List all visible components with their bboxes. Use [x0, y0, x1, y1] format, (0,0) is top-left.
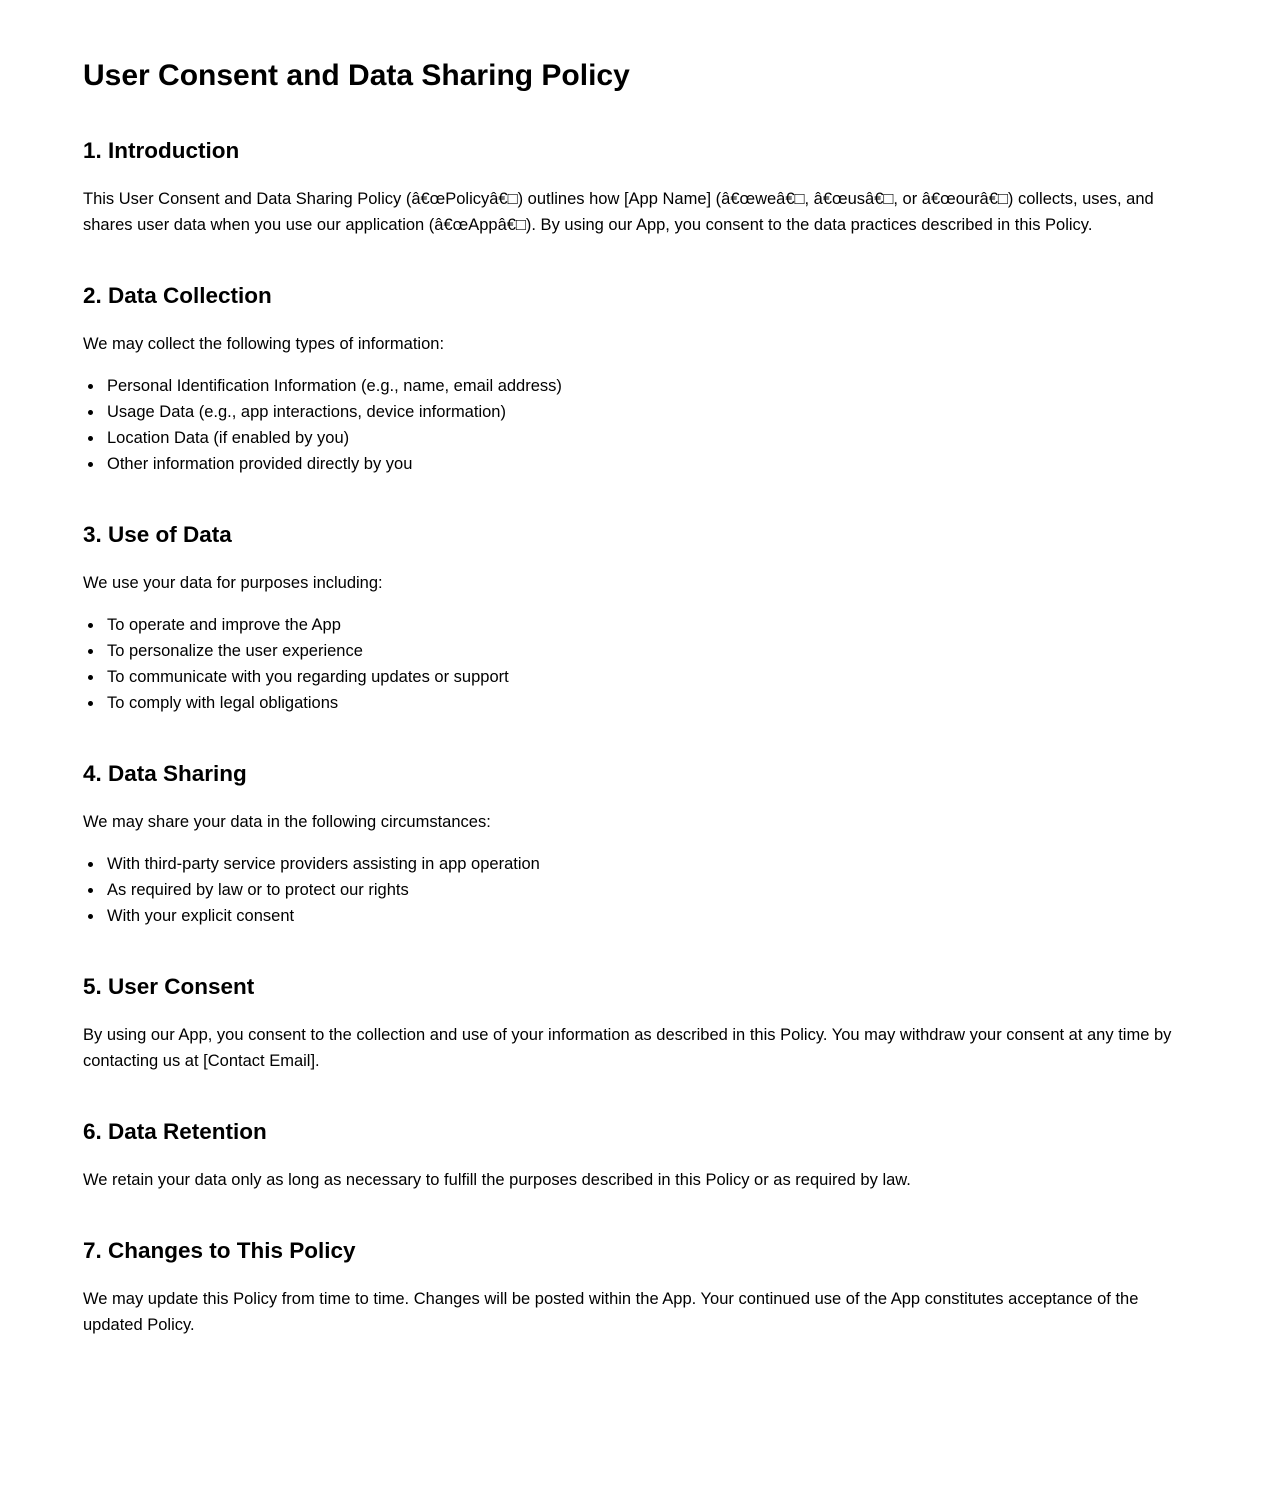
section-paragraph-user-consent: By using our App, you consent to the collection and use of your information as described in this Policy. You may withdraw your consent at any time by contacting us at [Contact Email].: [83, 1026, 1172, 1070]
section-data-sharing: [83, 761, 1183, 929]
use-of-data-bullet-list: [83, 612, 1183, 716]
list-item: • To communicate with you regarding updates or support: [104, 664, 1183, 690]
section-paragraph-introduction: This User Consent and Data Sharing Policy (â€œPolicyâ€□) outlines how [App Name] (â€œweâ€□, â€œusâ€□, or â€œourâ€□) collects, uses, and shares user data when you use our application (â€œAppâ€□). By using our App, you consent to the data practices described in this Policy.: [83, 190, 1154, 234]
section-data-collection: [83, 283, 1183, 477]
section-user-consent: [83, 974, 1183, 1074]
list-item: • Other information provided directly by you: [104, 451, 1183, 477]
data-sharing-bullet-list: [83, 851, 1183, 929]
section-paragraph-data-collection: We may collect the following types of information:: [83, 335, 445, 353]
section-heading-changes-to-policy: 7. Changes to This Policy: [83, 1238, 356, 1263]
section-heading-introduction: 1. Introduction: [83, 138, 240, 163]
list-item: • With third-party service providers assisting in app operation: [104, 851, 1183, 877]
section-use-of-data: [83, 522, 1183, 716]
section-introduction: [83, 138, 1183, 238]
list-item: • To personalize the user experience: [104, 638, 1183, 664]
list-item: • To operate and improve the App: [104, 612, 1183, 638]
list-item: • To comply with legal obligations: [104, 690, 1183, 716]
data-collection-bullet-list: [83, 373, 1183, 477]
list-item: • Location Data (if enabled by you): [104, 425, 1183, 451]
section-paragraph-changes-to-policy: We may update this Policy from time to time. Changes will be posted within the App. Your continued use of the App constitutes acceptance of the updated Policy.: [83, 1290, 1139, 1334]
list-item: • Usage Data (e.g., app interactions, device information): [104, 399, 1183, 425]
section-paragraph-use-of-data: We use your data for purposes including:: [83, 574, 383, 592]
list-item: • As required by law or to protect our rights: [104, 877, 1183, 903]
section-heading-data-sharing: 4. Data Sharing: [83, 761, 247, 786]
document-title: User Consent and Data Sharing Policy: [83, 59, 630, 92]
list-item: • Personal Identification Information (e.g., name, email address): [104, 373, 1183, 399]
section-changes-to-policy: [83, 1238, 1183, 1338]
section-heading-data-retention: 6. Data Retention: [83, 1119, 267, 1144]
section-heading-use-of-data: 3. Use of Data: [83, 522, 232, 547]
section-paragraph-data-sharing: We may share your data in the following circumstances:: [83, 813, 491, 831]
section-paragraph-data-retention: We retain your data only as long as necessary to fulfill the purposes described in this Policy or as required by law.: [83, 1171, 911, 1189]
section-data-retention: [83, 1119, 1183, 1193]
section-heading-data-collection: 2. Data Collection: [83, 283, 272, 308]
section-heading-user-consent: 5. User Consent: [83, 974, 255, 999]
list-item: • With your explicit consent: [104, 903, 1183, 929]
